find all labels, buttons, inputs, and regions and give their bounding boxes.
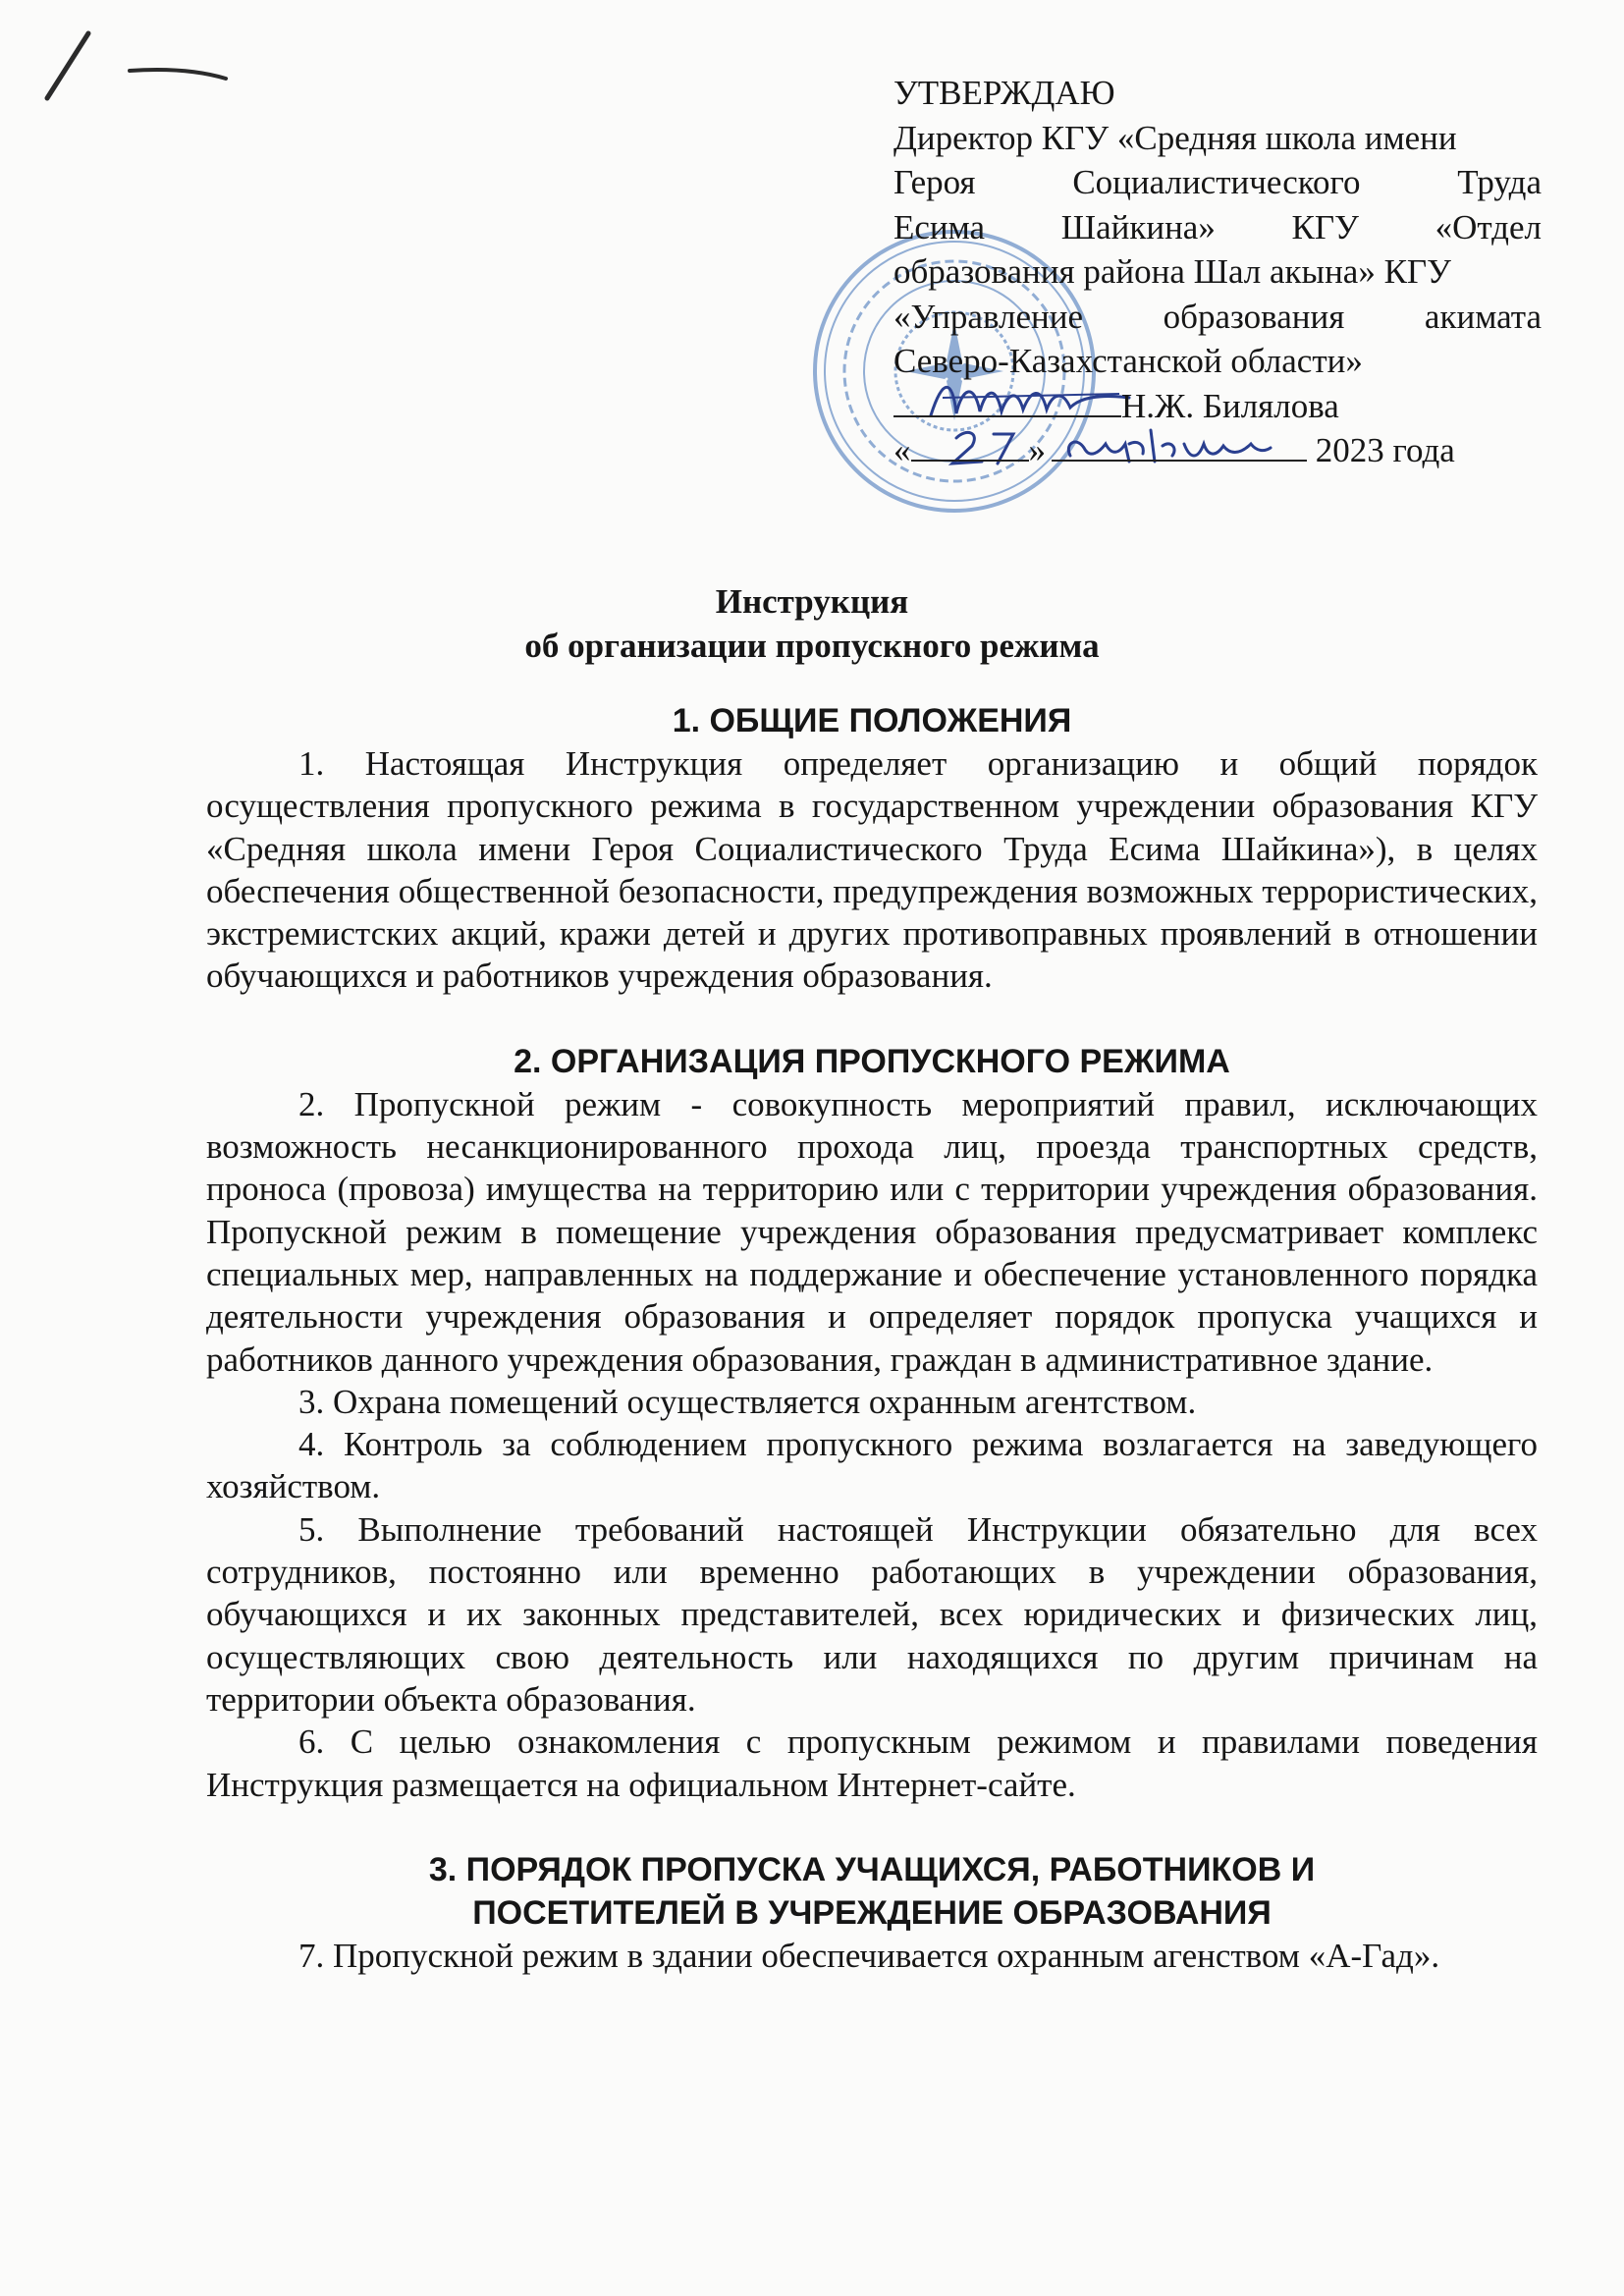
pen-stroke-mark [39,27,236,106]
section-heading [206,1848,1538,1935]
section-heading-line: 3. ПОРЯДОК ПРОПУСКА УЧАЩИХСЯ, РАБОТНИКОВ И [428,1850,1316,1888]
approval-block [893,71,1542,473]
paragraph: 7. Пропускной режим в здании обеспечивается охранным агенством «А-Гад». [298,1936,1440,1975]
date-close-quote: » [1028,431,1046,469]
approval-line: «Управление образования акимата [893,297,1542,336]
paragraph: 4. Контроль за соблюдением пропускного режима возлагается на заведующего хозяйством. [206,1425,1538,1506]
paragraph: 1. Настоящая Инструкция определяет организацию и общий порядок осуществления пропускного режима в государственном учреждении образования КГУ «Средняя школа имени Героя Социалистического Труда Есима Шайкина»), в целях обеспечения общественной безопасности, предупреждения возможных террористических, экстремистских акций, кражи детей и других противоправных проявлений в отношении обучающихся и работников учреждения образования. [206,744,1538,996]
approval-line: Героя Социалистического Труда [893,163,1542,201]
approval-line: Есима Шайкина» КГУ «Отдел [893,207,1542,246]
date-year: 2023 года [1315,431,1455,469]
section-heading: 1. ОБЩИЕ ПОЛОЖЕНИЯ [672,702,1072,739]
approval-line: образования района Шал акына» КГУ [893,252,1451,291]
approval-heading: УТВЕРЖДАЮ [893,74,1115,112]
date-open-quote: « [893,431,911,469]
section-heading-line: ПОСЕТИТЕЛЕЙ В УЧРЕЖДЕНИЕ ОБРАЗОВАНИЯ [472,1893,1272,1932]
document-body [206,699,1538,1977]
document-subtitle: об организации пропускного режима [524,627,1100,665]
signer-name: Н.Ж. Билялова [1121,386,1339,425]
approval-date [893,428,1542,473]
approval-line: Северо-Казахстанской области» [893,342,1363,380]
paragraph: 2. Пропускной режим - совокупность мероприятий правил, исключающих возможность несанкционированного прохода лиц, проезда транспортных средств, проноса (провоза) имущества на территорию или с территории учреждения образования. Пропускной режим в помещение учреждения образования предусматривает комплекс специальных мер, направленных на поддержание и обеспечение установленного порядка деятельности учреждения образования и определяет порядок пропуска учащихся и работников данного учреждения образования, граждан в административное здание. [206,1084,1538,1379]
paragraph: 6. С целью ознакомления с пропускным режимом и правилами поведения Инструкция размещается на официальном Интернет-сайте. [206,1722,1538,1804]
document-title-block [0,579,1624,668]
document-title: Инструкция [715,582,909,621]
paragraph: 3. Охрана помещений осуществляется охранным агентством. [298,1382,1197,1421]
paragraph: 5. Выполнение требований настоящей Инструкции обязательно для всех сотрудников, постоянно или временно работающих в учреждении образования, обучающихся и их законных представителей, всех юридических и физических лиц, осуществляющих свою деятельность или находящихся по другим причинам на территории объекта образования. [206,1509,1538,1719]
signature-line [893,384,1542,429]
section-heading: 2. ОРГАНИЗАЦИЯ ПРОПУСКНОГО РЕЖИМА [514,1042,1230,1080]
approval-line: Директор КГУ «Средняя школа имени [893,118,1457,157]
